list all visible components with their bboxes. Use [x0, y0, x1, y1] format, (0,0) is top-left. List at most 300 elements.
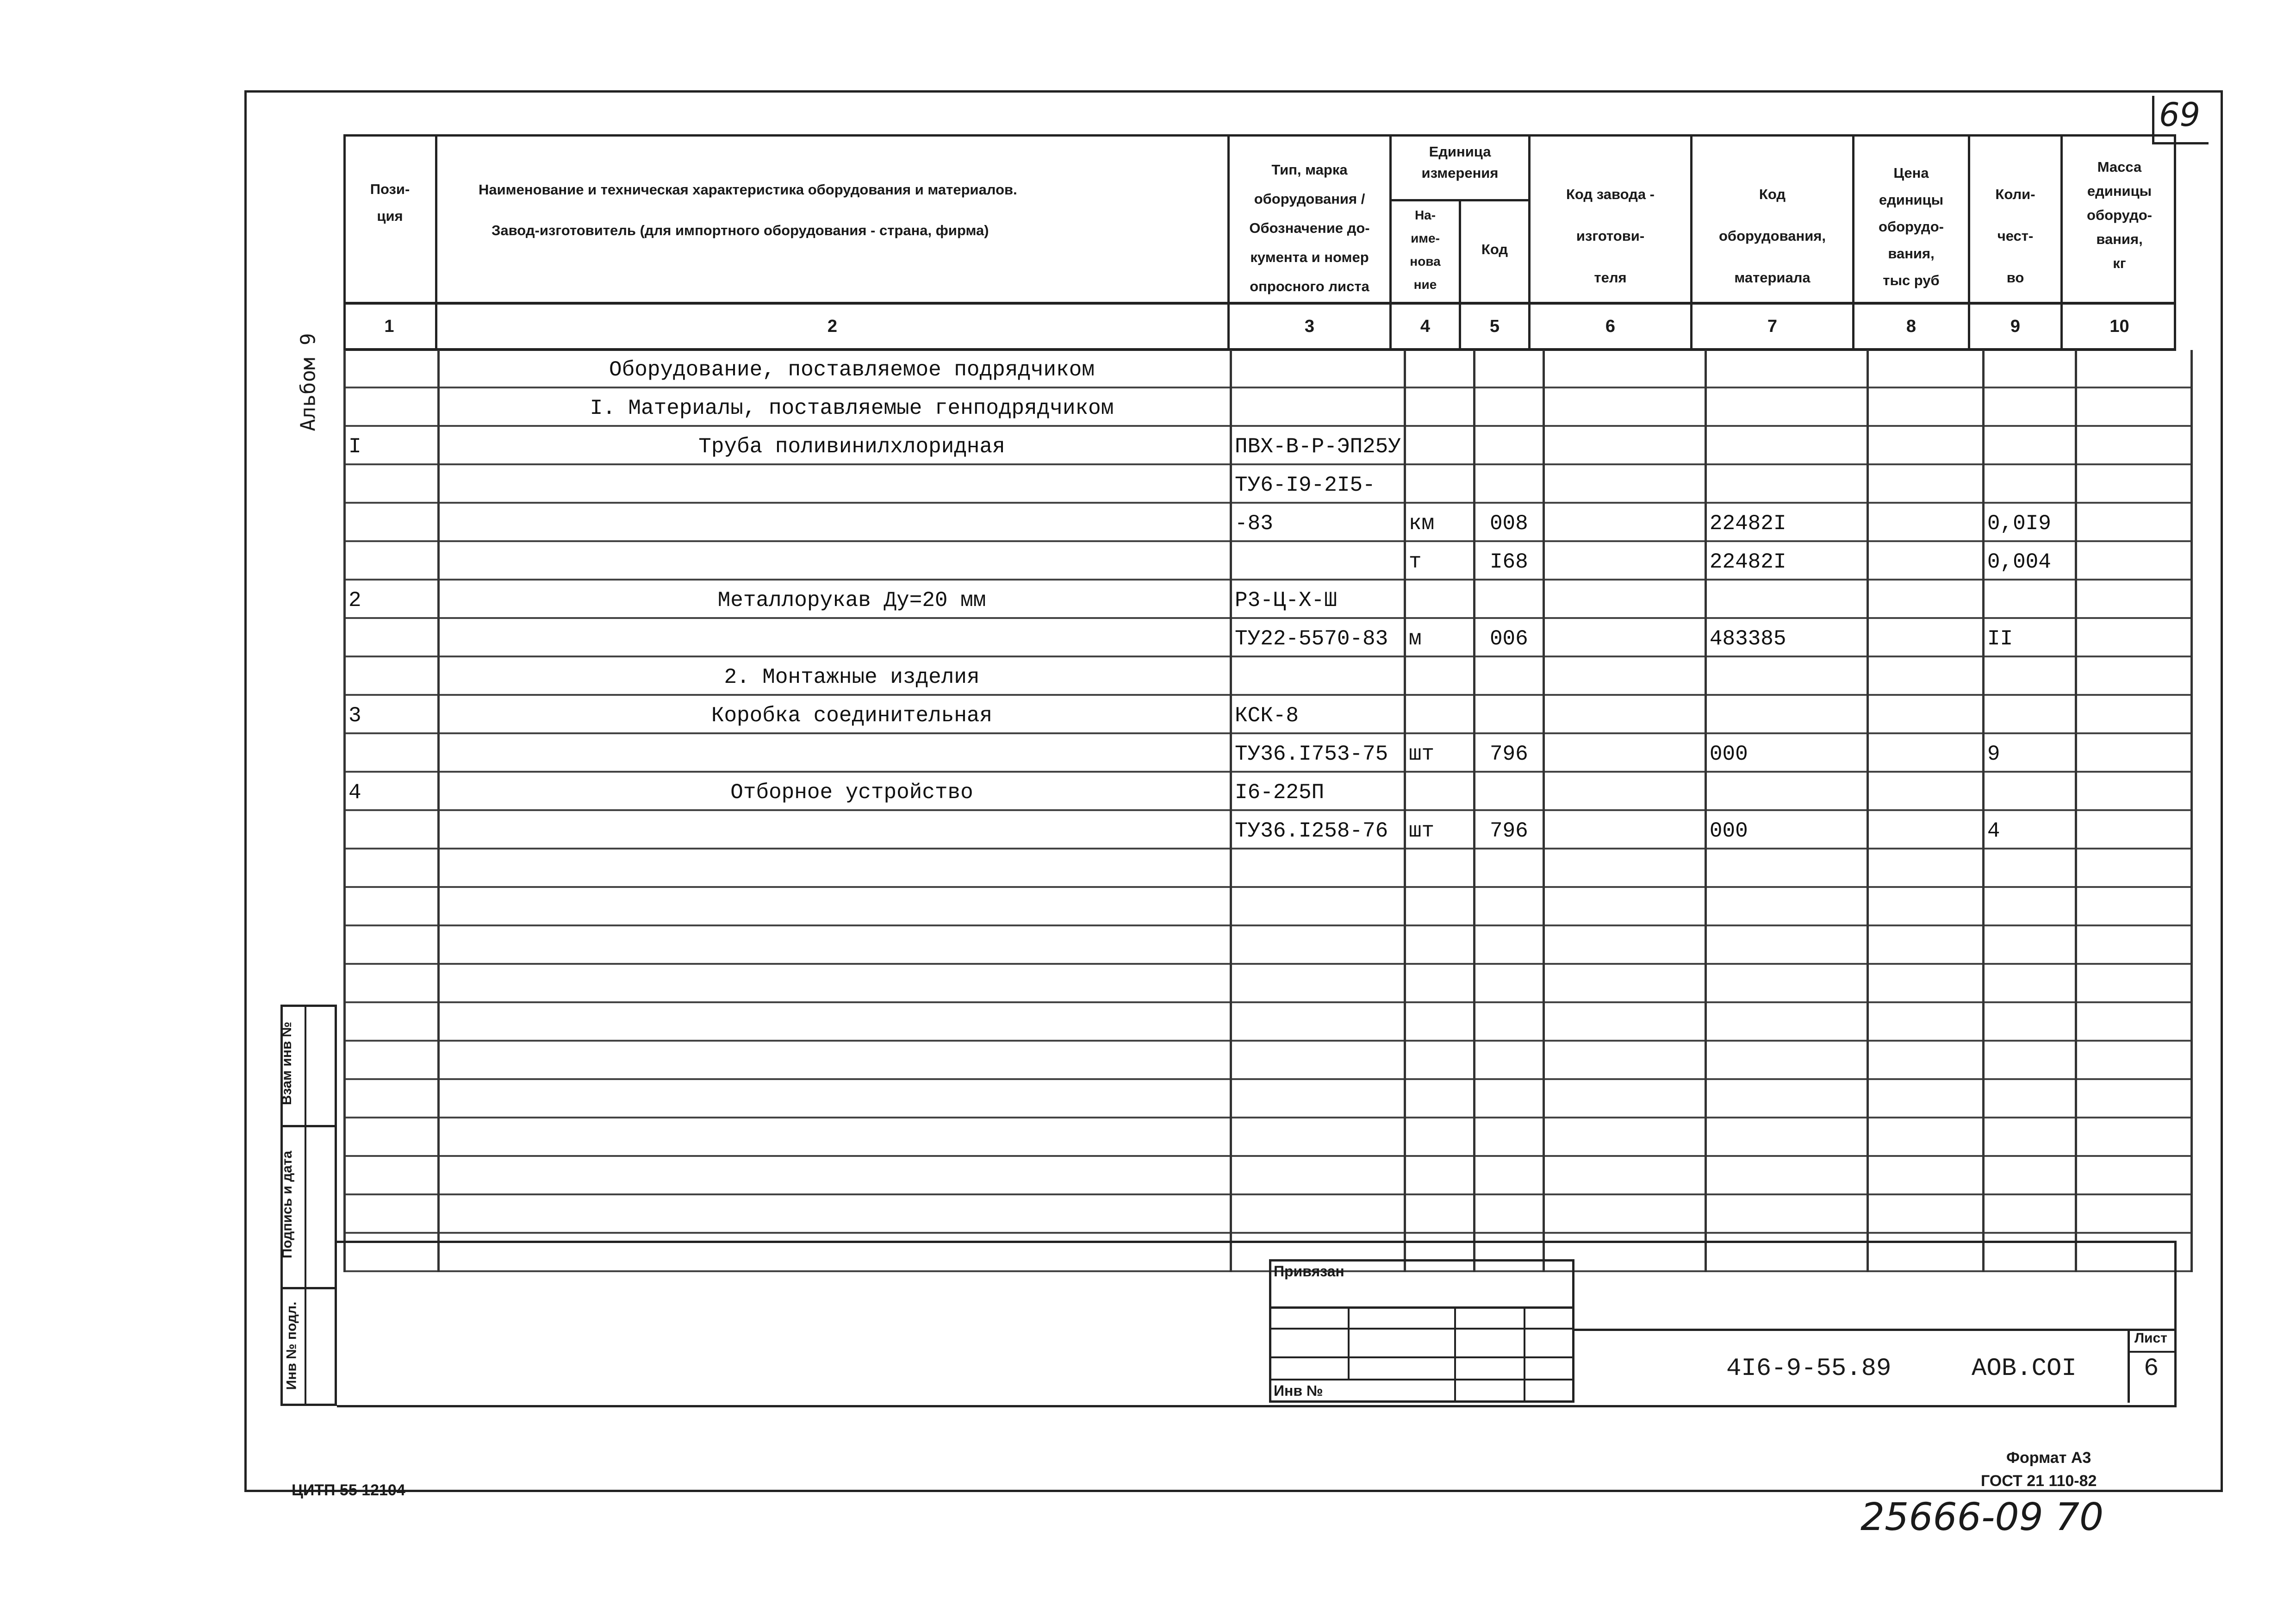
inv-no-label: Инв № [1274, 1382, 1323, 1399]
cell-unit [1405, 464, 1474, 503]
cell-pos [345, 1002, 439, 1041]
cell-qty [1983, 1079, 2076, 1118]
cell-name: Отборное устройство [439, 772, 1231, 810]
cell-price [1867, 503, 1983, 541]
cell-factory [1543, 426, 1705, 464]
cell-name [439, 1194, 1231, 1233]
cell-mass [2076, 772, 2191, 810]
cell-qty [1983, 849, 2076, 887]
cell-code [1474, 656, 1543, 695]
cell-code [1474, 964, 1543, 1002]
cell-pos [345, 1194, 439, 1233]
sheet-number: 6 [2144, 1355, 2159, 1383]
cell-unit [1405, 964, 1474, 1002]
table-row [345, 964, 2192, 1002]
cell-type: -83 [1231, 503, 1405, 541]
cell-mass [2076, 618, 2191, 656]
cell-qty [1983, 1041, 2076, 1079]
cell-material: 483385 [1705, 618, 1867, 656]
header-divider [1389, 199, 1531, 201]
cell-unit [1405, 350, 1474, 387]
cell-material [1705, 1156, 1867, 1194]
cell-unit: км [1405, 503, 1474, 541]
cell-name: 2. Монтажные изделия [439, 656, 1231, 695]
cell-qty [1983, 695, 2076, 733]
cell-type [1231, 1156, 1405, 1194]
cell-price [1867, 810, 1983, 849]
table-row [345, 503, 2192, 541]
sheet-divider [2128, 1351, 2176, 1353]
bound-box [1269, 1259, 1574, 1403]
column-number: 4 [1420, 317, 1431, 336]
cell-price [1867, 656, 1983, 695]
column-number: 5 [1489, 317, 1500, 336]
cell-factory [1543, 1041, 1705, 1079]
cell-factory [1543, 350, 1705, 387]
cell-material [1705, 387, 1867, 426]
cell-unit [1405, 1118, 1474, 1156]
sheet-label: Лист [2134, 1330, 2167, 1346]
cell-factory [1543, 733, 1705, 772]
cell-unit [1405, 1041, 1474, 1079]
cell-code [1474, 580, 1543, 618]
table-row [345, 1041, 2192, 1079]
cell-code: 006 [1474, 618, 1543, 656]
cell-name [439, 849, 1231, 887]
cell-type [1231, 887, 1405, 925]
cell-unit: шт [1405, 810, 1474, 849]
document-code: 4I6-9-55.89 [1726, 1355, 1892, 1383]
cell-mass [2076, 350, 2191, 387]
cell-qty [1983, 1118, 2076, 1156]
cell-price [1867, 1079, 1983, 1118]
cell-qty [1983, 656, 2076, 695]
cell-price [1867, 887, 1983, 925]
cell-unit [1405, 925, 1474, 964]
cell-factory [1543, 772, 1705, 810]
cell-mass [2076, 695, 2191, 733]
cell-qty [1983, 772, 2076, 810]
cell-type: ТУ22-5570-83 [1231, 618, 1405, 656]
cell-type [1231, 964, 1405, 1002]
cell-factory [1543, 1118, 1705, 1156]
cell-code [1474, 925, 1543, 964]
cell-mass [2076, 1194, 2191, 1233]
cell-factory [1543, 503, 1705, 541]
cell-code [1474, 464, 1543, 503]
cell-mass [2076, 1156, 2191, 1194]
header-unit-name: На- име- нова ние [1410, 208, 1441, 292]
cell-material [1705, 1194, 1867, 1233]
stamp-sign-date: Подпись и дата [280, 1150, 295, 1259]
cell-name [439, 541, 1231, 580]
cell-mass [2076, 964, 2191, 1002]
cell-name: Коробка соединительная [439, 695, 1231, 733]
cell-factory [1543, 849, 1705, 887]
cell-name [439, 810, 1231, 849]
column-number: 7 [1767, 317, 1778, 336]
cell-code: 796 [1474, 810, 1543, 849]
album-label: Альбом 9 [296, 333, 320, 431]
cell-qty [1983, 426, 2076, 464]
cell-factory [1543, 1002, 1705, 1041]
cell-unit [1405, 887, 1474, 925]
cell-code [1474, 1118, 1543, 1156]
cell-pos [345, 387, 439, 426]
table-row [345, 849, 2192, 887]
cell-mass [2076, 925, 2191, 964]
table-row [345, 1079, 2192, 1118]
cell-pos [345, 1118, 439, 1156]
cell-name [439, 925, 1231, 964]
cell-name [439, 1002, 1231, 1041]
cell-code [1474, 1194, 1543, 1233]
table-row [345, 618, 2192, 656]
gost-label: ГОСТ 21 110-82 [1981, 1472, 2097, 1490]
table-row [345, 887, 2192, 925]
cell-price [1867, 964, 1983, 1002]
cell-pos [345, 964, 439, 1002]
cell-type [1231, 1118, 1405, 1156]
cell-price [1867, 1156, 1983, 1194]
cell-material [1705, 887, 1867, 925]
cell-material [1705, 925, 1867, 964]
cell-material [1705, 964, 1867, 1002]
table-row [345, 350, 2192, 387]
cell-pos [345, 849, 439, 887]
cell-type: Р3-Ц-Х-Ш [1231, 580, 1405, 618]
cell-pos [345, 1041, 439, 1079]
column-number: 2 [827, 317, 838, 336]
left-stamp-divider [305, 1005, 306, 1406]
stamp-inv-sub: Инв № подл. [284, 1301, 299, 1390]
cell-code: 008 [1474, 503, 1543, 541]
cell-name [439, 618, 1231, 656]
cell-mass [2076, 1079, 2191, 1118]
cell-type: I6-225П [1231, 772, 1405, 810]
cell-material: 000 [1705, 810, 1867, 849]
cell-pos: I [345, 426, 439, 464]
bound-divider [1269, 1328, 1574, 1330]
cell-pos: 2 [345, 580, 439, 618]
cell-material: 22482I [1705, 503, 1867, 541]
cell-mass [2076, 810, 2191, 849]
cell-code [1474, 387, 1543, 426]
cell-qty [1983, 1194, 2076, 1233]
cell-unit [1405, 695, 1474, 733]
cell-type: ПВХ-В-Р-ЭП25У [1231, 426, 1405, 464]
cell-material: 22482I [1705, 541, 1867, 580]
cell-factory [1543, 964, 1705, 1002]
cell-code [1474, 1041, 1543, 1079]
cell-unit [1405, 1079, 1474, 1118]
cell-mass [2076, 580, 2191, 618]
cell-factory [1543, 541, 1705, 580]
cell-factory [1543, 887, 1705, 925]
cell-name: Металлорукав Ду=20 мм [439, 580, 1231, 618]
cell-qty [1983, 964, 2076, 1002]
cell-price [1867, 541, 1983, 580]
header-factory-code: Код завода - изготови- теля [1566, 186, 1655, 286]
cell-type [1231, 387, 1405, 426]
cell-pos [345, 656, 439, 695]
table-row [345, 695, 2192, 733]
header-unit-group: Единица измерения [1421, 144, 1499, 181]
left-stamp-divider [280, 1125, 337, 1127]
cell-unit: м [1405, 618, 1474, 656]
header-name-line1: Наименование и техническая характеристика оборудования и материалов. [479, 181, 1017, 198]
cell-material [1705, 580, 1867, 618]
cell-unit [1405, 1002, 1474, 1041]
bound-divider [1269, 1356, 1574, 1358]
cell-mass [2076, 1041, 2191, 1079]
table-row [345, 1156, 2192, 1194]
table-row [345, 464, 2192, 503]
cell-pos [345, 1156, 439, 1194]
cell-qty: 4 [1983, 810, 2076, 849]
cell-pos [345, 810, 439, 849]
cell-material [1705, 464, 1867, 503]
cell-unit [1405, 849, 1474, 887]
cell-code [1474, 1079, 1543, 1118]
cell-pos [345, 733, 439, 772]
cell-qty [1983, 925, 2076, 964]
cell-code: I68 [1474, 541, 1543, 580]
cell-unit [1405, 387, 1474, 426]
cell-type: ТУ36.I753-75 [1231, 733, 1405, 772]
cell-factory [1543, 387, 1705, 426]
header-type: Тип, марка оборудования / Обозначение до- кумента и номер опросного листа [1249, 162, 1370, 294]
cell-pos [345, 887, 439, 925]
cell-price [1867, 1041, 1983, 1079]
table-row [345, 656, 2192, 695]
cell-type: КСК-8 [1231, 695, 1405, 733]
cell-name [439, 1118, 1231, 1156]
stamp-replace-inv: Взам инв № [279, 1021, 295, 1106]
cell-factory [1543, 618, 1705, 656]
cell-type [1231, 1002, 1405, 1041]
cell-type [1231, 656, 1405, 695]
cell-pos: 3 [345, 695, 439, 733]
bound-divider [1454, 1306, 1456, 1403]
cell-code [1474, 426, 1543, 464]
cell-price [1867, 925, 1983, 964]
column-number: 6 [1605, 317, 1616, 336]
cell-name: Оборудование, поставляемое подрядчиком [439, 350, 1231, 387]
cell-mass [2076, 1118, 2191, 1156]
table-row [345, 925, 2192, 964]
cell-name [439, 1156, 1231, 1194]
cell-price [1867, 618, 1983, 656]
cell-mass [2076, 464, 2191, 503]
cell-name: I. Материалы, поставляемые генподрядчиком [439, 387, 1231, 426]
header-mass: Масса единицы оборудо- вания, кг [2087, 159, 2152, 271]
cell-factory [1543, 695, 1705, 733]
left-stamp-divider [280, 1287, 337, 1289]
cell-type [1231, 1194, 1405, 1233]
header-unit-code: Код [1481, 241, 1508, 257]
cell-mass [2076, 1002, 2191, 1041]
cell-code [1474, 1002, 1543, 1041]
header-material-code: Код оборудования, материала [1718, 186, 1826, 286]
table-row [345, 733, 2192, 772]
table-row [345, 1118, 2192, 1156]
cell-material [1705, 1002, 1867, 1041]
cell-unit [1405, 772, 1474, 810]
cell-material [1705, 1041, 1867, 1079]
cell-type [1231, 541, 1405, 580]
cell-mass [2076, 541, 2191, 580]
cell-factory [1543, 464, 1705, 503]
cell-material: 000 [1705, 733, 1867, 772]
cell-type [1231, 350, 1405, 387]
cell-name [439, 964, 1231, 1002]
table-row [345, 580, 2192, 618]
cell-type [1231, 1079, 1405, 1118]
table-row [345, 772, 2192, 810]
header-quantity: Коли- чест- во [1995, 186, 2035, 286]
header-position: Пози- ция [370, 181, 410, 224]
cell-pos [345, 503, 439, 541]
cell-pos: 4 [345, 772, 439, 810]
cell-factory [1543, 810, 1705, 849]
cell-material [1705, 1079, 1867, 1118]
bound-label: Привязан [1274, 1263, 1344, 1280]
bound-divider [1269, 1306, 1574, 1309]
cell-qty [1983, 580, 2076, 618]
cell-mass [2076, 387, 2191, 426]
cell-type [1231, 849, 1405, 887]
cell-qty: II [1983, 618, 2076, 656]
header-name-line2: Завод-изготовитель (для импортного оборудования - страна, фирма) [492, 222, 989, 238]
cell-type: ТУ36.I258-76 [1231, 810, 1405, 849]
cell-material [1705, 350, 1867, 387]
cell-name [439, 887, 1231, 925]
cell-type: ТУ6-I9-2I5- [1231, 464, 1405, 503]
cell-pos [345, 541, 439, 580]
cell-code [1474, 350, 1543, 387]
cell-code [1474, 1156, 1543, 1194]
cell-qty: 0,004 [1983, 541, 2076, 580]
cell-code [1474, 849, 1543, 887]
table-row [345, 1194, 2192, 1233]
cell-code [1474, 887, 1543, 925]
cell-material [1705, 849, 1867, 887]
cell-material [1705, 656, 1867, 695]
bound-divider [1524, 1306, 1525, 1403]
table-row [345, 1002, 2192, 1041]
cell-factory [1543, 1194, 1705, 1233]
cell-name [439, 733, 1231, 772]
cell-factory [1543, 925, 1705, 964]
cell-price [1867, 1118, 1983, 1156]
table-row [345, 810, 2192, 849]
cell-unit [1405, 580, 1474, 618]
cell-unit [1405, 1194, 1474, 1233]
cell-qty [1983, 887, 2076, 925]
cell-name [439, 503, 1231, 541]
cell-type [1231, 1041, 1405, 1079]
cell-factory [1543, 1079, 1705, 1118]
cell-price [1867, 1002, 1983, 1041]
document-mark: АОВ.СОI [1972, 1355, 2077, 1383]
cell-code: 796 [1474, 733, 1543, 772]
cell-factory [1543, 1156, 1705, 1194]
cell-pos [345, 1079, 439, 1118]
bound-divider [1269, 1379, 1574, 1380]
cell-qty [1983, 464, 2076, 503]
cell-price [1867, 426, 1983, 464]
cell-price [1867, 1194, 1983, 1233]
cell-pos [345, 618, 439, 656]
specification-table [343, 350, 2193, 1272]
cell-price [1867, 464, 1983, 503]
cell-material [1705, 772, 1867, 810]
cell-pos [345, 350, 439, 387]
cell-pos [345, 464, 439, 503]
table-row [345, 387, 2192, 426]
page-number-handwritten: 69 [2159, 96, 2201, 134]
cell-qty: 9 [1983, 733, 2076, 772]
bound-divider [1348, 1306, 1350, 1380]
cell-mass [2076, 887, 2191, 925]
bottom-left-code: ЦИТП 55 12104 [292, 1481, 405, 1499]
cell-qty: 0,0I9 [1983, 503, 2076, 541]
cell-unit: шт [1405, 733, 1474, 772]
cell-code [1474, 695, 1543, 733]
header-price: Цена единицы оборудо- вания, тыс руб [1879, 165, 1944, 288]
cell-type [1231, 925, 1405, 964]
column-number: 1 [384, 317, 394, 336]
cell-unit [1405, 656, 1474, 695]
cell-mass [2076, 426, 2191, 464]
cell-price [1867, 849, 1983, 887]
cell-name: Труба поливинилхлоридная [439, 426, 1231, 464]
cell-factory [1543, 656, 1705, 695]
column-number: 9 [2010, 317, 2021, 336]
cell-unit [1405, 426, 1474, 464]
cell-mass [2076, 849, 2191, 887]
cell-unit: т [1405, 541, 1474, 580]
cell-mass [2076, 656, 2191, 695]
cell-qty [1983, 350, 2076, 387]
cell-pos [345, 925, 439, 964]
cell-price [1867, 772, 1983, 810]
table-row [345, 541, 2192, 580]
column-number: 10 [2109, 317, 2129, 336]
cell-mass [2076, 503, 2191, 541]
cell-qty [1983, 387, 2076, 426]
cell-price [1867, 580, 1983, 618]
cell-factory [1543, 580, 1705, 618]
cell-material [1705, 695, 1867, 733]
table-row [345, 426, 2192, 464]
cell-material [1705, 426, 1867, 464]
cell-price [1867, 387, 1983, 426]
cell-price [1867, 695, 1983, 733]
format-label: Формат А3 [2006, 1449, 2091, 1467]
cell-material [1705, 1118, 1867, 1156]
cell-mass [2076, 733, 2191, 772]
cell-unit [1405, 1156, 1474, 1194]
cell-qty [1983, 1156, 2076, 1194]
column-number: 8 [1906, 317, 1916, 336]
cell-name [439, 1079, 1231, 1118]
cell-price [1867, 350, 1983, 387]
archive-number-handwritten: 25666-09 70 [1860, 1495, 2104, 1539]
cell-code [1474, 772, 1543, 810]
cell-name [439, 1041, 1231, 1079]
